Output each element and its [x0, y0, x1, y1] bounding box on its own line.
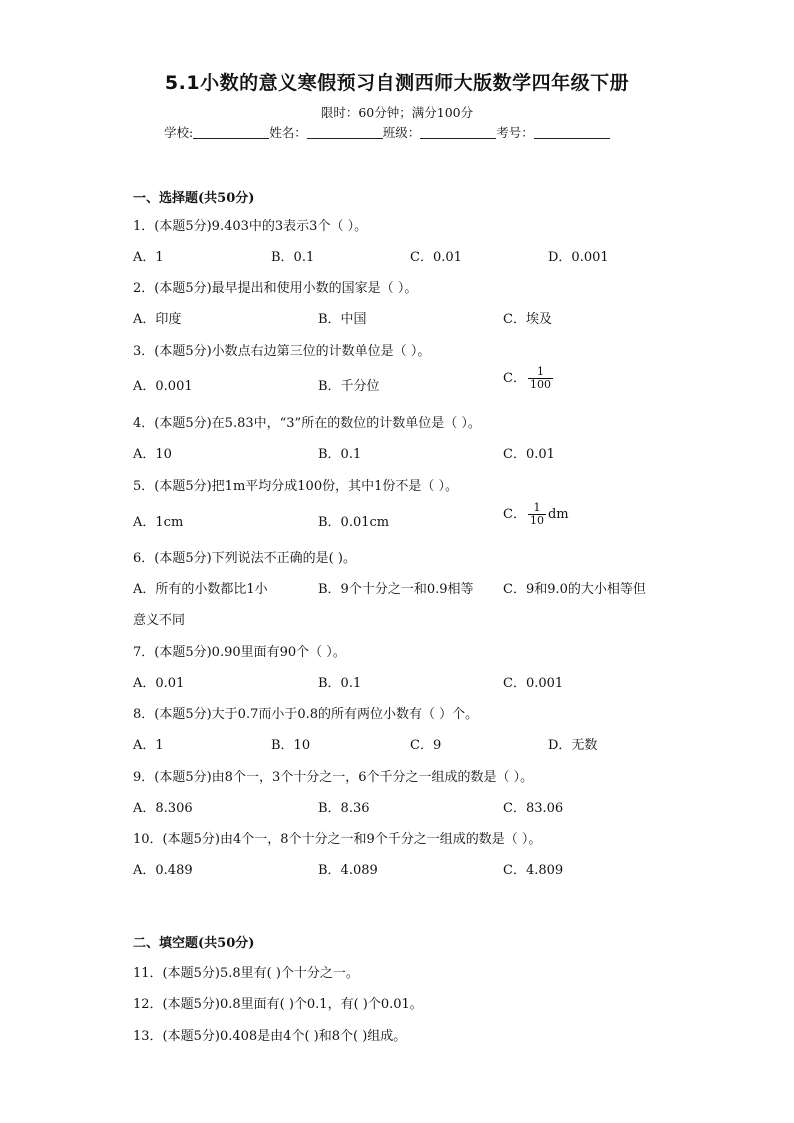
option-b[interactable]: B．0.1: [318, 447, 362, 462]
fraction-numerator: 1: [533, 501, 541, 514]
fraction: [528, 502, 546, 527]
class-label: 班级：: [382, 125, 421, 140]
option-b[interactable]: B．0.1: [271, 250, 315, 265]
exam-subtitle: 限时：60分钟；满分100分: [320, 105, 474, 120]
question-1: 1．(本题5分)9.403中的3表示3个（ ）。: [133, 219, 368, 234]
option-c-label: C．: [503, 371, 526, 386]
option-c[interactable]: C．9: [410, 738, 442, 753]
question-5: 5．(本题5分)把1m平均分成100份，其中1份不是（ ）。: [133, 479, 459, 494]
option-a[interactable]: A．所有的小数都比1小: [133, 582, 268, 597]
student-info-line: [164, 123, 610, 141]
option-b[interactable]: B．4.089: [318, 863, 378, 878]
option-b[interactable]: B．9个十分之一和0.9相等: [318, 582, 474, 597]
question-7: 7．(本题5分)0.90里面有90个（ ）。: [133, 645, 346, 660]
option-d[interactable]: D．无数: [548, 738, 598, 753]
question-13: 13．(本题5分)0.408是由4个( )和8个( )组成。: [133, 1029, 407, 1044]
section-heading-choice: 一、选择题(共50分): [133, 191, 255, 206]
option-c[interactable]: [503, 502, 569, 527]
option-b[interactable]: B．千分位: [318, 379, 380, 394]
exam-number-blank[interactable]: [534, 125, 610, 139]
option-a[interactable]: A．印度: [133, 312, 182, 327]
option-a[interactable]: A．0.01: [133, 676, 185, 691]
fraction-numerator: 1: [536, 365, 544, 378]
option-a[interactable]: A．1cm: [133, 515, 184, 530]
option-c[interactable]: C．4.809: [503, 863, 564, 878]
option-c[interactable]: [503, 366, 555, 391]
question-2: 2．(本题5分)最早提出和使用小数的国家是（ ）。: [133, 281, 418, 296]
option-c[interactable]: C．9和9.0的大小相等但: [503, 582, 646, 597]
fraction-denominator: 100: [529, 378, 551, 391]
option-c[interactable]: C．0.01: [410, 250, 462, 265]
fraction-denominator: 10: [529, 514, 544, 527]
option-a[interactable]: A．0.489: [133, 863, 193, 878]
question-3: 3．(本题5分)小数点右边第三位的计数单位是（ ）。: [133, 344, 431, 359]
name-label: 姓名：: [269, 125, 307, 140]
question-9: 9．(本题5分)由8个一，3个十分之一，6个千分之一组成的数是（ ）。: [133, 770, 534, 785]
option-c[interactable]: C．0.001: [503, 676, 564, 691]
question-10: 10．(本题5分)由4个一，8个十分之一和9个千分之一组成的数是（ ）。: [133, 832, 542, 847]
option-a[interactable]: A．10: [133, 447, 172, 462]
exam-number-label: 考号：: [496, 125, 534, 140]
question-6: 6．(本题5分)下列说法不正确的是( )。: [133, 551, 356, 566]
option-b[interactable]: B．中国: [318, 312, 367, 327]
option-b[interactable]: B．8.36: [318, 801, 370, 816]
section-heading-fill: 二、填空题(共50分): [133, 936, 255, 951]
question-11: 11．(本题5分)5.8里有( )个十分之一。: [133, 966, 359, 981]
option-c[interactable]: C．0.01: [503, 447, 555, 462]
option-a[interactable]: A．8.306: [133, 801, 193, 816]
option-c-label: C．: [503, 507, 526, 522]
question-4: 4．(本题5分)在5.83中，“3”所在的数位的计数单位是（ ）。: [133, 416, 481, 431]
option-a[interactable]: A．1: [133, 250, 164, 265]
page-title: 5.1小数的意义寒假预习自测西师大版数学四年级下册: [164, 72, 630, 94]
fraction: [528, 366, 553, 391]
school-label: 学校:: [164, 125, 194, 140]
name-blank[interactable]: [307, 125, 383, 139]
option-a[interactable]: A．0.001: [133, 379, 193, 394]
school-blank[interactable]: [193, 125, 269, 139]
option-a[interactable]: A．1: [133, 738, 164, 753]
option-c[interactable]: C．埃及: [503, 312, 552, 327]
option-b[interactable]: B．10: [271, 738, 311, 753]
option-b[interactable]: B．0.01cm: [318, 515, 390, 530]
question-12: 12．(本题5分)0.8里面有( )个0.1，有( )个0.01。: [133, 997, 423, 1012]
option-c-continuation: 意义不同: [133, 613, 186, 628]
option-b[interactable]: B．0.1: [318, 676, 362, 691]
option-c[interactable]: C．83.06: [503, 801, 564, 816]
question-8: 8．(本题5分)大于0.7而小于0.8的所有两位小数有（ ）个。: [133, 707, 479, 722]
option-d[interactable]: D．0.001: [548, 250, 609, 265]
fraction-unit: dm: [547, 507, 569, 522]
class-blank[interactable]: [420, 125, 496, 139]
